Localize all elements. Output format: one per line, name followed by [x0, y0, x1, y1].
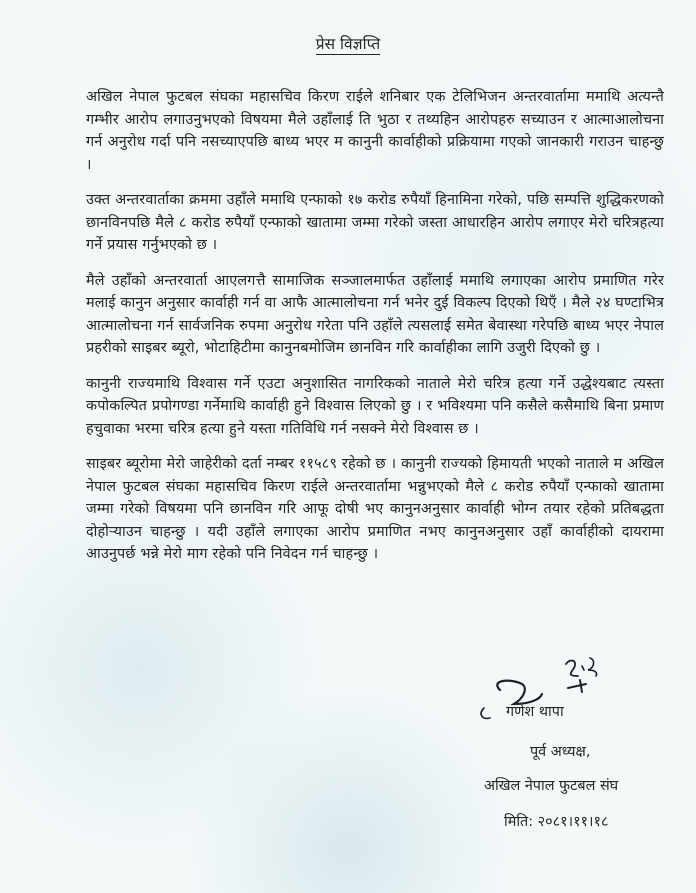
paragraph-5: साइबर ब्यूरोमा मेरो जाहेरीको दर्ता नम्बर ११५८९ रहेको छ । कानुनी राज्यको हिमायती भएको नाताले म अखिल नेपाल फुटबल संघका महासचिव किरण राईले अन्तरवार्तामा भन्नुभएको मैले ८ करोड रुपैयाँ एन्फाको खातामा जम्मा गरेको विषयमा पनि छानविन गरि आफू दोषी भए कानुनअनुसार कार्वाही भोग्न तयार रहेको प्रतिबद्धता दोहोर्‍याउन चाहन्छु । यदी उहाँले लगाएका आरोप प्रमाणित नभए कानुनअनुसार उहाँ कार्वाहीको दायरामा आउनुपर्छ भन्ने मेरो माग रहेको पनि निवेदन गर्न चाहन्छु । — [86, 456, 664, 562]
document-date: मिति: २०८१।११।१८ — [504, 814, 609, 830]
signatory-organization: अखिल नेपाल फुटबल संघ — [484, 778, 619, 794]
signatory-position: पूर्व अध्यक्ष, — [530, 744, 591, 760]
paragraph-1: अखिल नेपाल फुटबल संघका महासचिव किरण राईले शनिबार एक टेलिभिजन अन्तरवार्तामा ममाथि अत्यन्तै गम्भीर आरोप लगाउनुभएको विषयमा मैले उहाँलाई ति भुठा र तथ्यहिन आरोपहरु सच्याउन र आत्माआलोचना गर्न अनुरोध गर्दा पनि नसच्याएपछि बाध्य भएर म कानुनी कार्वाहीको प्रक्रियामा गएको जानकारी गराउन चाहन्छु । — [86, 89, 664, 173]
handwritten-signature — [470, 650, 610, 740]
paragraph-2: उक्त अन्तरवार्ताका क्रममा उहाँले ममाथि एन्फाको १७ करोड रुपैयाँ हिनामिना गरेको, पछि सम्पत्ति शुद्धिकरणको छानविनपछि मैले ८ करोड रुपैयाँ एन्फाको खातामा जम्मा गरेको जस्ता आधारहिन आरोप लगाएर मेरो चरित्रहत्या गर्ने प्रयास गर्नुभएको छ । — [86, 192, 664, 253]
document-title — [0, 32, 696, 54]
signatory-name: गणेश थापा — [506, 704, 564, 720]
paragraph-3: मैले उहाँको अन्तरवार्ता आएलगत्तै सामाजिक सञ्जालमार्फत उहाँलाई ममाथि लगाएका आरोप प्रमाणित गरेर मलाई कानुन अनुसार कार्वाही गर्न वा आफै आत्मालोचना गर्न भनेर दुई विकल्प दिएको थिएँ । मैले २४ घण्टाभित्र आत्मालोचना गर्न सार्वजनिक रुपमा अनुरोध गरेता पनि उहाँले त्यसलाई समेत बेवास्था गरेपछि बाध्य भएर नेपाल प्रहरीको साइबर ब्यूरो, भोटाहिटीमा कानुनबमोजिम छानविन गरि कार्वाहीका लागि उजुरी दिएको छु । — [86, 272, 664, 356]
paragraph-4: कानुनी राज्यमाथि विश्वास गर्ने एउटा अनुशासित नागरिकको नाताले मेरो चरित्र हत्या गर्ने उद्धेश्यबाट त्यस्ता कपोकल्पित प्रपोगण्डा गर्नेमाथि कार्वाही हुने विश्वास लिएको छु । र भविश्यमा पनि कसैले कसैमाथि बिना प्रमाण हचुवाका भरमा चरित्र हत्या हुने यस्ता गतिविधि गर्न नसक्ने मेरो विश्वास छ । — [86, 375, 664, 437]
document-title-text: प्रेस विज्ञप्ति — [315, 35, 381, 53]
document-body — [86, 86, 664, 579]
